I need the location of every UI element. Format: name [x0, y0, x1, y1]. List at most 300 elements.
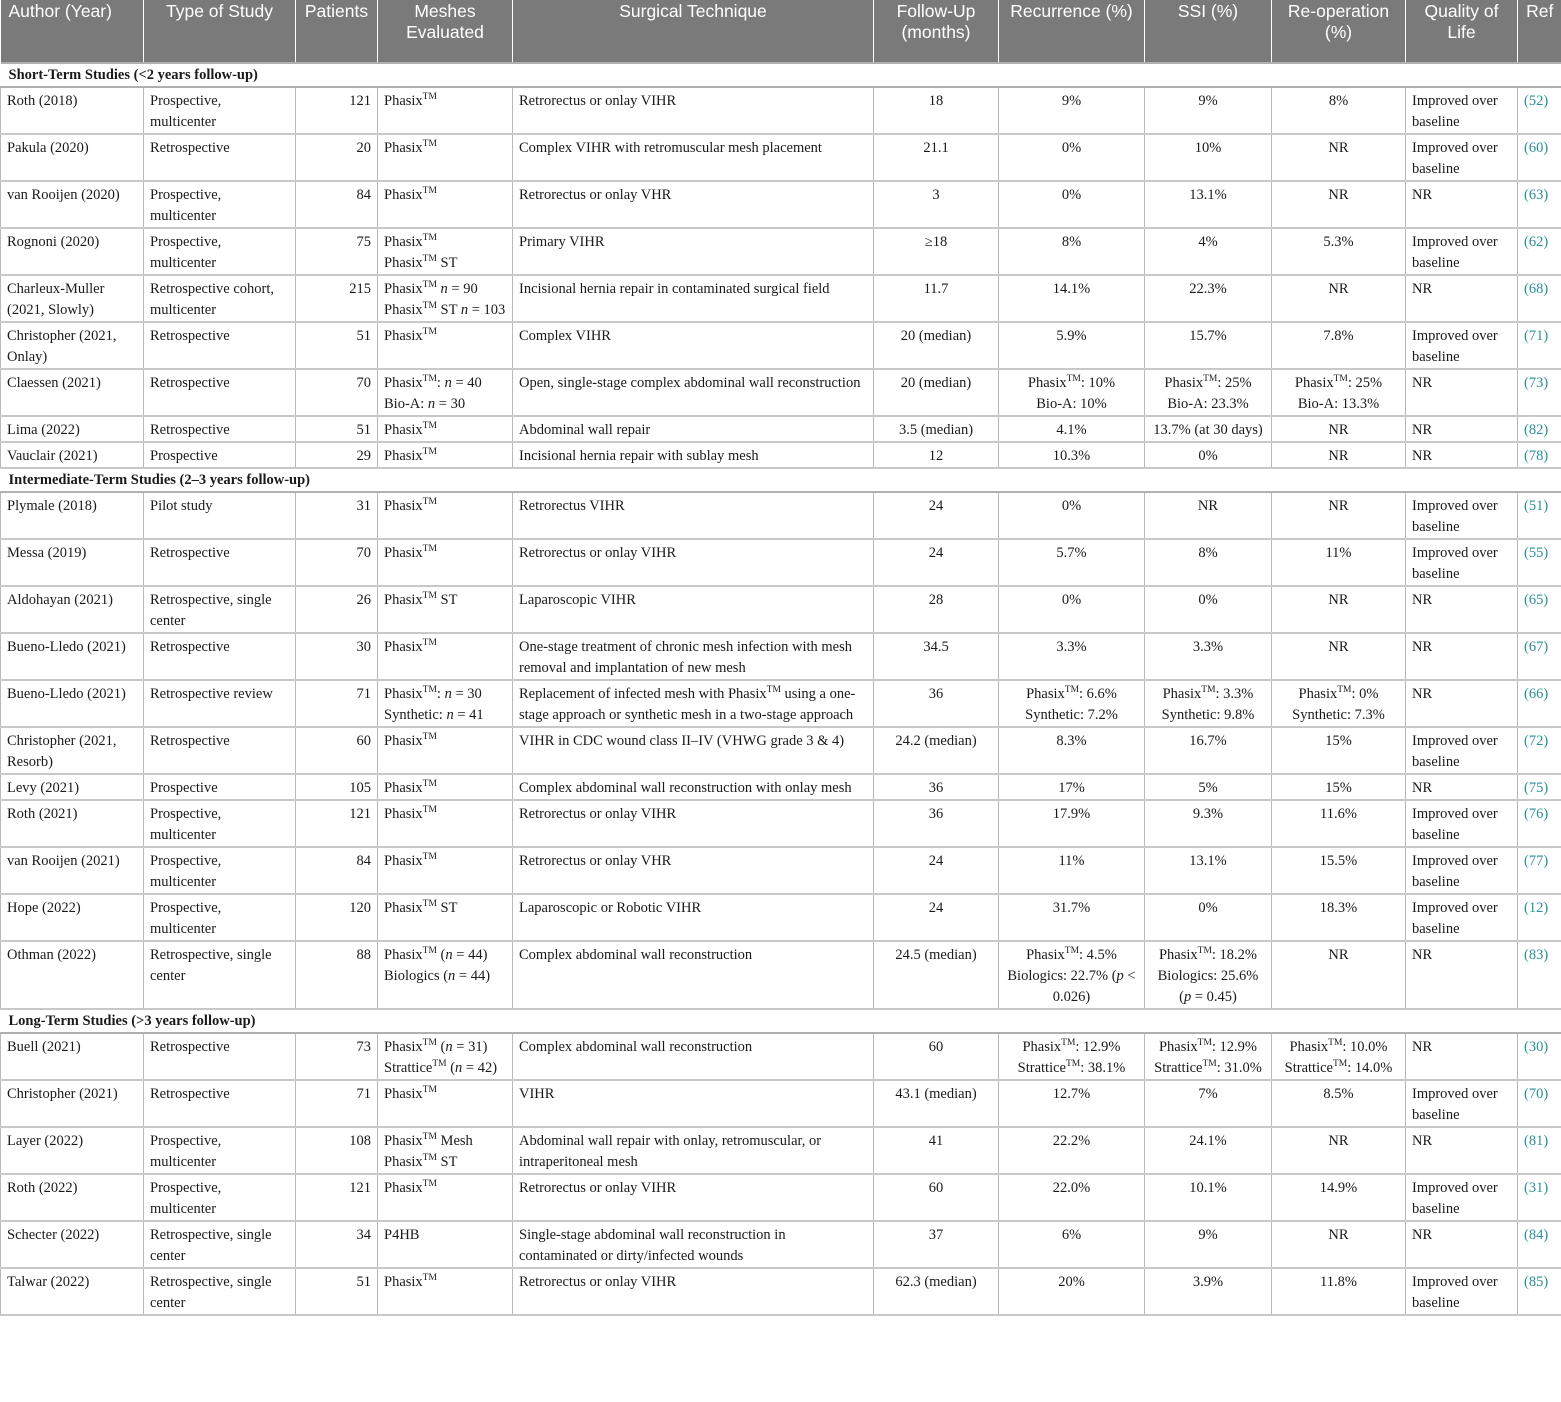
column-header-technique: Surgical Technique [513, 0, 874, 63]
cell-meshes: Phasix™ [378, 87, 513, 134]
cell-reoperation: NR [1272, 1127, 1406, 1174]
cell-reoperation: 7.8% [1272, 322, 1406, 369]
cell-technique: Abdominal wall repair with onlay, retromuscular, or intraperitoneal mesh [513, 1127, 874, 1174]
cell-technique: Abdominal wall repair [513, 416, 874, 442]
cell-qol: NR [1406, 181, 1518, 228]
cell-followup: 24.5 (median) [874, 941, 999, 1009]
cell-reoperation: 15% [1272, 727, 1406, 774]
cell-recurrence: 0% [999, 181, 1145, 228]
cell-author: Christopher (2021, Onlay) [1, 322, 144, 369]
cell-meshes: Phasix™ ST [378, 894, 513, 941]
cell-ssi: 24.1% [1145, 1127, 1272, 1174]
cell-recurrence: 31.7% [999, 894, 1145, 941]
cell-technique: VIHR [513, 1080, 874, 1127]
cell-patients: 71 [296, 680, 378, 727]
cell-type: Retrospective [144, 369, 296, 416]
table-row [1, 800, 1561, 847]
cell-ref[interactable]: (55) [1518, 539, 1561, 586]
cell-author: Messa (2019) [1, 539, 144, 586]
cell-ssi: 8% [1145, 539, 1272, 586]
table-row [1, 1033, 1561, 1080]
cell-meshes: Phasix™ [378, 134, 513, 181]
cell-technique: Primary VIHR [513, 228, 874, 275]
cell-reoperation: 14.9% [1272, 1174, 1406, 1221]
cell-followup: 24.2 (median) [874, 727, 999, 774]
cell-reoperation: 8.5% [1272, 1080, 1406, 1127]
cell-author: Roth (2022) [1, 1174, 144, 1221]
cell-recurrence: 14.1% [999, 275, 1145, 322]
cell-qol: NR [1406, 369, 1518, 416]
cell-meshes: Phasix™ [378, 1080, 513, 1127]
cell-reoperation: NR [1272, 134, 1406, 181]
cell-type: Retrospective [144, 539, 296, 586]
cell-author: Schecter (2022) [1, 1221, 144, 1268]
cell-author: van Rooijen (2021) [1, 847, 144, 894]
table-row [1, 322, 1561, 369]
cell-technique: Complex abdominal wall reconstruction [513, 1033, 874, 1080]
cell-type: Retrospective [144, 1033, 296, 1080]
column-header-meshes: Meshes Evaluated [378, 0, 513, 63]
cell-ref[interactable]: (85) [1518, 1268, 1561, 1315]
cell-technique: Retrorectus or onlay VHR [513, 181, 874, 228]
cell-patients: 121 [296, 87, 378, 134]
cell-followup: 12 [874, 442, 999, 468]
cell-technique: Incisional hernia repair in contaminated surgical field [513, 275, 874, 322]
cell-patients: 60 [296, 727, 378, 774]
cell-technique: Retrorectus or onlay VHR [513, 847, 874, 894]
cell-followup: 20 (median) [874, 322, 999, 369]
cell-meshes: Phasix™ [378, 539, 513, 586]
cell-type: Prospective [144, 774, 296, 800]
table-row [1, 87, 1561, 134]
cell-patients: 73 [296, 1033, 378, 1080]
cell-reoperation: 11.8% [1272, 1268, 1406, 1315]
cell-ref[interactable]: (84) [1518, 1221, 1561, 1268]
cell-recurrence: 22.0% [999, 1174, 1145, 1221]
table-row [1, 369, 1561, 416]
cell-recurrence: 22.2% [999, 1127, 1145, 1174]
cell-meshes: Phasix™ (n = 31) Strattice™ (n = 42) [378, 1033, 513, 1080]
column-header-recurrence: Recurrence (%) [999, 0, 1145, 63]
table-row [1, 727, 1561, 774]
cell-ref[interactable]: (30) [1518, 1033, 1561, 1080]
cell-reoperation: Phasix™: 25% Bio-A: 13.3% [1272, 369, 1406, 416]
cell-type: Prospective, multicenter [144, 894, 296, 941]
cell-qol: NR [1406, 275, 1518, 322]
cell-qol: NR [1406, 774, 1518, 800]
table-row [1, 847, 1561, 894]
column-header-qol: Quality of Life [1406, 0, 1518, 63]
cell-ssi: 0% [1145, 894, 1272, 941]
cell-followup: 24 [874, 847, 999, 894]
cell-patients: 20 [296, 134, 378, 181]
cell-patients: 30 [296, 633, 378, 680]
cell-followup: 24 [874, 492, 999, 539]
cell-followup: 34.5 [874, 633, 999, 680]
cell-meshes: Phasix™ [378, 633, 513, 680]
cell-meshes: Phasix™ [378, 322, 513, 369]
cell-ssi: 13.1% [1145, 847, 1272, 894]
cell-recurrence: 0% [999, 492, 1145, 539]
cell-patients: 120 [296, 894, 378, 941]
cell-type: Retrospective review [144, 680, 296, 727]
cell-followup: ≥18 [874, 228, 999, 275]
cell-recurrence: 6% [999, 1221, 1145, 1268]
table-row [1, 633, 1561, 680]
cell-author: Christopher (2021) [1, 1080, 144, 1127]
cell-ref[interactable]: (75) [1518, 774, 1561, 800]
cell-patients: 215 [296, 275, 378, 322]
cell-recurrence: Phasix™: 12.9% Strattice™: 38.1% [999, 1033, 1145, 1080]
cell-ssi: 9.3% [1145, 800, 1272, 847]
column-header-ssi: SSI (%) [1145, 0, 1272, 63]
table-row [1, 894, 1561, 941]
cell-technique: Complex VIHR [513, 322, 874, 369]
cell-reoperation: 11.6% [1272, 800, 1406, 847]
cell-ssi: 4% [1145, 228, 1272, 275]
cell-ref[interactable]: (78) [1518, 442, 1561, 468]
section-title: Intermediate-Term Studies (2–3 years follow-up) [1, 468, 1561, 492]
table-row [1, 228, 1561, 275]
table-row [1, 416, 1561, 442]
section-title: Long-Term Studies (>3 years follow-up) [1, 1009, 1561, 1033]
column-header-reoperation: Re-operation (%) [1272, 0, 1406, 63]
cell-ref[interactable]: (72) [1518, 727, 1561, 774]
cell-patients: 51 [296, 322, 378, 369]
cell-author: Bueno-Lledo (2021) [1, 633, 144, 680]
cell-author: Roth (2018) [1, 87, 144, 134]
cell-reoperation: NR [1272, 633, 1406, 680]
cell-author: Rognoni (2020) [1, 228, 144, 275]
cell-technique: Laparoscopic VIHR [513, 586, 874, 633]
cell-technique: Retrorectus or onlay VIHR [513, 87, 874, 134]
column-header-ref: Ref [1518, 0, 1561, 63]
cell-ssi: Phasix™: 3.3% Synthetic: 9.8% [1145, 680, 1272, 727]
cell-type: Retrospective [144, 134, 296, 181]
cell-author: Charleux-Muller (2021, Slowly) [1, 275, 144, 322]
cell-followup: 36 [874, 680, 999, 727]
cell-qol: Improved over baseline [1406, 894, 1518, 941]
table-row [1, 492, 1561, 539]
cell-ssi: 16.7% [1145, 727, 1272, 774]
cell-ref[interactable]: (83) [1518, 941, 1561, 1009]
cell-patients: 121 [296, 1174, 378, 1221]
table-row [1, 1127, 1561, 1174]
cell-recurrence: 17.9% [999, 800, 1145, 847]
cell-patients: 121 [296, 800, 378, 847]
cell-technique: Open, single-stage complex abdominal wall reconstruction [513, 369, 874, 416]
cell-ssi: 0% [1145, 586, 1272, 633]
cell-qol: NR [1406, 416, 1518, 442]
cell-type: Pilot study [144, 492, 296, 539]
cell-qol: Improved over baseline [1406, 1268, 1518, 1315]
cell-author: Levy (2021) [1, 774, 144, 800]
cell-type: Retrospective [144, 322, 296, 369]
cell-reoperation: NR [1272, 492, 1406, 539]
cell-meshes: Phasix™ [378, 181, 513, 228]
cell-recurrence: 5.9% [999, 322, 1145, 369]
cell-qol: Improved over baseline [1406, 847, 1518, 894]
cell-ssi: 22.3% [1145, 275, 1272, 322]
cell-technique: Complex VIHR with retromuscular mesh placement [513, 134, 874, 181]
cell-author: Layer (2022) [1, 1127, 144, 1174]
cell-author: Hope (2022) [1, 894, 144, 941]
cell-qol: Improved over baseline [1406, 134, 1518, 181]
cell-recurrence: 20% [999, 1268, 1145, 1315]
cell-patients: 84 [296, 181, 378, 228]
cell-recurrence: 9% [999, 87, 1145, 134]
cell-ref[interactable]: (71) [1518, 322, 1561, 369]
cell-followup: 24 [874, 539, 999, 586]
cell-author: van Rooijen (2020) [1, 181, 144, 228]
cell-patients: 34 [296, 1221, 378, 1268]
cell-reoperation: NR [1272, 1221, 1406, 1268]
table-row [1, 539, 1561, 586]
column-header-patients: Patients [296, 0, 378, 63]
cell-author: Vauclair (2021) [1, 442, 144, 468]
table-row [1, 134, 1561, 181]
cell-followup: 43.1 (median) [874, 1080, 999, 1127]
cell-type: Retrospective [144, 416, 296, 442]
table-row [1, 275, 1561, 322]
cell-qol: Improved over baseline [1406, 1080, 1518, 1127]
cell-ref[interactable]: (73) [1518, 369, 1561, 416]
table-row [1, 181, 1561, 228]
cell-ref[interactable]: (51) [1518, 492, 1561, 539]
cell-ref[interactable]: (52) [1518, 87, 1561, 134]
cell-patients: 26 [296, 586, 378, 633]
cell-ref[interactable]: (60) [1518, 134, 1561, 181]
cell-reoperation: 15.5% [1272, 847, 1406, 894]
cell-ref[interactable]: (70) [1518, 1080, 1561, 1127]
cell-patients: 71 [296, 1080, 378, 1127]
cell-followup: 21.1 [874, 134, 999, 181]
cell-ref[interactable]: (12) [1518, 894, 1561, 941]
cell-type: Prospective, multicenter [144, 1174, 296, 1221]
cell-type: Prospective, multicenter [144, 228, 296, 275]
cell-ssi: 15.7% [1145, 322, 1272, 369]
cell-recurrence: 17% [999, 774, 1145, 800]
table-row [1, 442, 1561, 468]
cell-meshes: Phasix™ [378, 442, 513, 468]
cell-author: Christopher (2021, Resorb) [1, 727, 144, 774]
cell-ref[interactable]: (82) [1518, 416, 1561, 442]
cell-patients: 105 [296, 774, 378, 800]
table-row [1, 941, 1561, 1009]
cell-technique: Retrorectus or onlay VIHR [513, 1174, 874, 1221]
cell-followup: 37 [874, 1221, 999, 1268]
cell-type: Prospective, multicenter [144, 87, 296, 134]
cell-ref[interactable]: (76) [1518, 800, 1561, 847]
cell-ssi: 13.7% (at 30 days) [1145, 416, 1272, 442]
section-row [1, 1009, 1561, 1033]
cell-author: Pakula (2020) [1, 134, 144, 181]
cell-ssi: 9% [1145, 1221, 1272, 1268]
table-row [1, 1174, 1561, 1221]
cell-followup: 3.5 (median) [874, 416, 999, 442]
cell-qol: Improved over baseline [1406, 322, 1518, 369]
cell-followup: 24 [874, 894, 999, 941]
cell-reoperation: NR [1272, 586, 1406, 633]
cell-ssi: NR [1145, 492, 1272, 539]
cell-ssi: 13.1% [1145, 181, 1272, 228]
cell-patients: 84 [296, 847, 378, 894]
cell-type: Retrospective [144, 633, 296, 680]
cell-qol: Improved over baseline [1406, 492, 1518, 539]
table-body [1, 63, 1561, 1315]
cell-followup: 36 [874, 800, 999, 847]
cell-meshes: Phasix™ [378, 847, 513, 894]
cell-followup: 20 (median) [874, 369, 999, 416]
cell-recurrence: 4.1% [999, 416, 1145, 442]
cell-reoperation: 8% [1272, 87, 1406, 134]
cell-author: Aldohayan (2021) [1, 586, 144, 633]
cell-type: Retrospective, single center [144, 586, 296, 633]
cell-type: Prospective, multicenter [144, 800, 296, 847]
cell-followup: 60 [874, 1174, 999, 1221]
cell-followup: 36 [874, 774, 999, 800]
cell-meshes: Phasix™: n = 40 Bio-A: n = 30 [378, 369, 513, 416]
cell-type: Prospective, multicenter [144, 847, 296, 894]
cell-ref[interactable]: (66) [1518, 680, 1561, 727]
cell-meshes: Phasix™: n = 30 Synthetic: n = 41 [378, 680, 513, 727]
cell-followup: 3 [874, 181, 999, 228]
cell-qol: Improved over baseline [1406, 87, 1518, 134]
cell-type: Prospective, multicenter [144, 181, 296, 228]
cell-ref[interactable]: (62) [1518, 228, 1561, 275]
cell-type: Retrospective, single center [144, 1221, 296, 1268]
cell-technique: VIHR in CDC wound class II–IV (VHWG grade 3 & 4) [513, 727, 874, 774]
cell-ssi: Phasix™: 12.9% Strattice™: 31.0% [1145, 1033, 1272, 1080]
cell-ref[interactable]: (67) [1518, 633, 1561, 680]
cell-qol: NR [1406, 1033, 1518, 1080]
cell-followup: 18 [874, 87, 999, 134]
cell-ref[interactable]: (65) [1518, 586, 1561, 633]
cell-meshes: Phasix™ [378, 492, 513, 539]
table-row [1, 1080, 1561, 1127]
cell-ssi: 7% [1145, 1080, 1272, 1127]
cell-ssi: 5% [1145, 774, 1272, 800]
cell-patients: 108 [296, 1127, 378, 1174]
cell-ssi: 3.3% [1145, 633, 1272, 680]
cell-patients: 51 [296, 1268, 378, 1315]
cell-ref[interactable]: (81) [1518, 1127, 1561, 1174]
cell-patients: 51 [296, 416, 378, 442]
cell-ref[interactable]: (68) [1518, 275, 1561, 322]
cell-technique: Replacement of infected mesh with Phasix™ using a one-stage approach or synthetic mesh in a two-stage approach [513, 680, 874, 727]
cell-type: Prospective [144, 442, 296, 468]
table-row [1, 680, 1561, 727]
cell-technique: Laparoscopic or Robotic VIHR [513, 894, 874, 941]
cell-meshes: Phasix™ [378, 774, 513, 800]
cell-author: Talwar (2022) [1, 1268, 144, 1315]
table-row [1, 1221, 1561, 1268]
cell-technique: Single-stage abdominal wall reconstruction in contaminated or dirty/infected wounds [513, 1221, 874, 1268]
cell-patients: 75 [296, 228, 378, 275]
cell-recurrence: 0% [999, 586, 1145, 633]
cell-qol: Improved over baseline [1406, 800, 1518, 847]
cell-ref[interactable]: (77) [1518, 847, 1561, 894]
section-row [1, 63, 1561, 87]
cell-followup: 60 [874, 1033, 999, 1080]
cell-recurrence: Phasix™: 10% Bio-A: 10% [999, 369, 1145, 416]
cell-author: Roth (2021) [1, 800, 144, 847]
cell-followup: 62.3 (median) [874, 1268, 999, 1315]
cell-reoperation: 15% [1272, 774, 1406, 800]
cell-followup: 11.7 [874, 275, 999, 322]
cell-ref[interactable]: (63) [1518, 181, 1561, 228]
cell-reoperation: NR [1272, 275, 1406, 322]
cell-technique: One-stage treatment of chronic mesh infection with mesh removal and implantation of new mesh [513, 633, 874, 680]
cell-ssi: Phasix™: 25% Bio-A: 23.3% [1145, 369, 1272, 416]
cell-reoperation: 5.3% [1272, 228, 1406, 275]
cell-recurrence: 8.3% [999, 727, 1145, 774]
cell-meshes: Phasix™ Mesh Phasix™ ST [378, 1127, 513, 1174]
cell-meshes: Phasix™ [378, 727, 513, 774]
cell-meshes: P4HB [378, 1221, 513, 1268]
cell-technique: Retrorectus VIHR [513, 492, 874, 539]
cell-patients: 70 [296, 369, 378, 416]
cell-technique: Complex abdominal wall reconstruction [513, 941, 874, 1009]
cell-meshes: Phasix™ [378, 1268, 513, 1315]
cell-qol: NR [1406, 633, 1518, 680]
cell-meshes: Phasix™ [378, 416, 513, 442]
cell-followup: 41 [874, 1127, 999, 1174]
cell-meshes: Phasix™ (n = 44) Biologics (n = 44) [378, 941, 513, 1009]
cell-technique: Retrorectus or onlay VIHR [513, 800, 874, 847]
cell-ssi: 10% [1145, 134, 1272, 181]
cell-recurrence: 0% [999, 134, 1145, 181]
cell-meshes: Phasix™ n = 90 Phasix™ ST n = 103 [378, 275, 513, 322]
cell-meshes: Phasix™ ST [378, 586, 513, 633]
cell-technique: Retrorectus or onlay VIHR [513, 539, 874, 586]
cell-reoperation: Phasix™: 0% Synthetic: 7.3% [1272, 680, 1406, 727]
cell-technique: Retrorectus or onlay VIHR [513, 1268, 874, 1315]
cell-author: Claessen (2021) [1, 369, 144, 416]
cell-followup: 28 [874, 586, 999, 633]
cell-recurrence: Phasix™: 4.5% Biologics: 22.7% (p < 0.026) [999, 941, 1145, 1009]
section-title: Short-Term Studies (<2 years follow-up) [1, 63, 1561, 87]
column-header-type: Type of Study [144, 0, 296, 63]
cell-author: Buell (2021) [1, 1033, 144, 1080]
cell-ref[interactable]: (31) [1518, 1174, 1561, 1221]
cell-qol: NR [1406, 1127, 1518, 1174]
cell-recurrence: 5.7% [999, 539, 1145, 586]
cell-reoperation: 18.3% [1272, 894, 1406, 941]
cell-qol: Improved over baseline [1406, 1174, 1518, 1221]
table-row [1, 586, 1561, 633]
column-header-author: Author (Year) [1, 0, 144, 63]
cell-reoperation: NR [1272, 941, 1406, 1009]
cell-recurrence: 11% [999, 847, 1145, 894]
cell-type: Retrospective, single center [144, 1268, 296, 1315]
cell-reoperation: NR [1272, 181, 1406, 228]
cell-author: Othman (2022) [1, 941, 144, 1009]
cell-recurrence: 8% [999, 228, 1145, 275]
cell-type: Prospective, multicenter [144, 1127, 296, 1174]
cell-patients: 70 [296, 539, 378, 586]
cell-type: Retrospective [144, 1080, 296, 1127]
cell-qol: NR [1406, 586, 1518, 633]
section-row [1, 468, 1561, 492]
cell-qol: Improved over baseline [1406, 539, 1518, 586]
cell-qol: NR [1406, 680, 1518, 727]
cell-reoperation: NR [1272, 442, 1406, 468]
cell-author: Lima (2022) [1, 416, 144, 442]
cell-meshes: Phasix™ [378, 800, 513, 847]
cell-qol: Improved over baseline [1406, 727, 1518, 774]
cell-meshes: Phasix™ [378, 1174, 513, 1221]
